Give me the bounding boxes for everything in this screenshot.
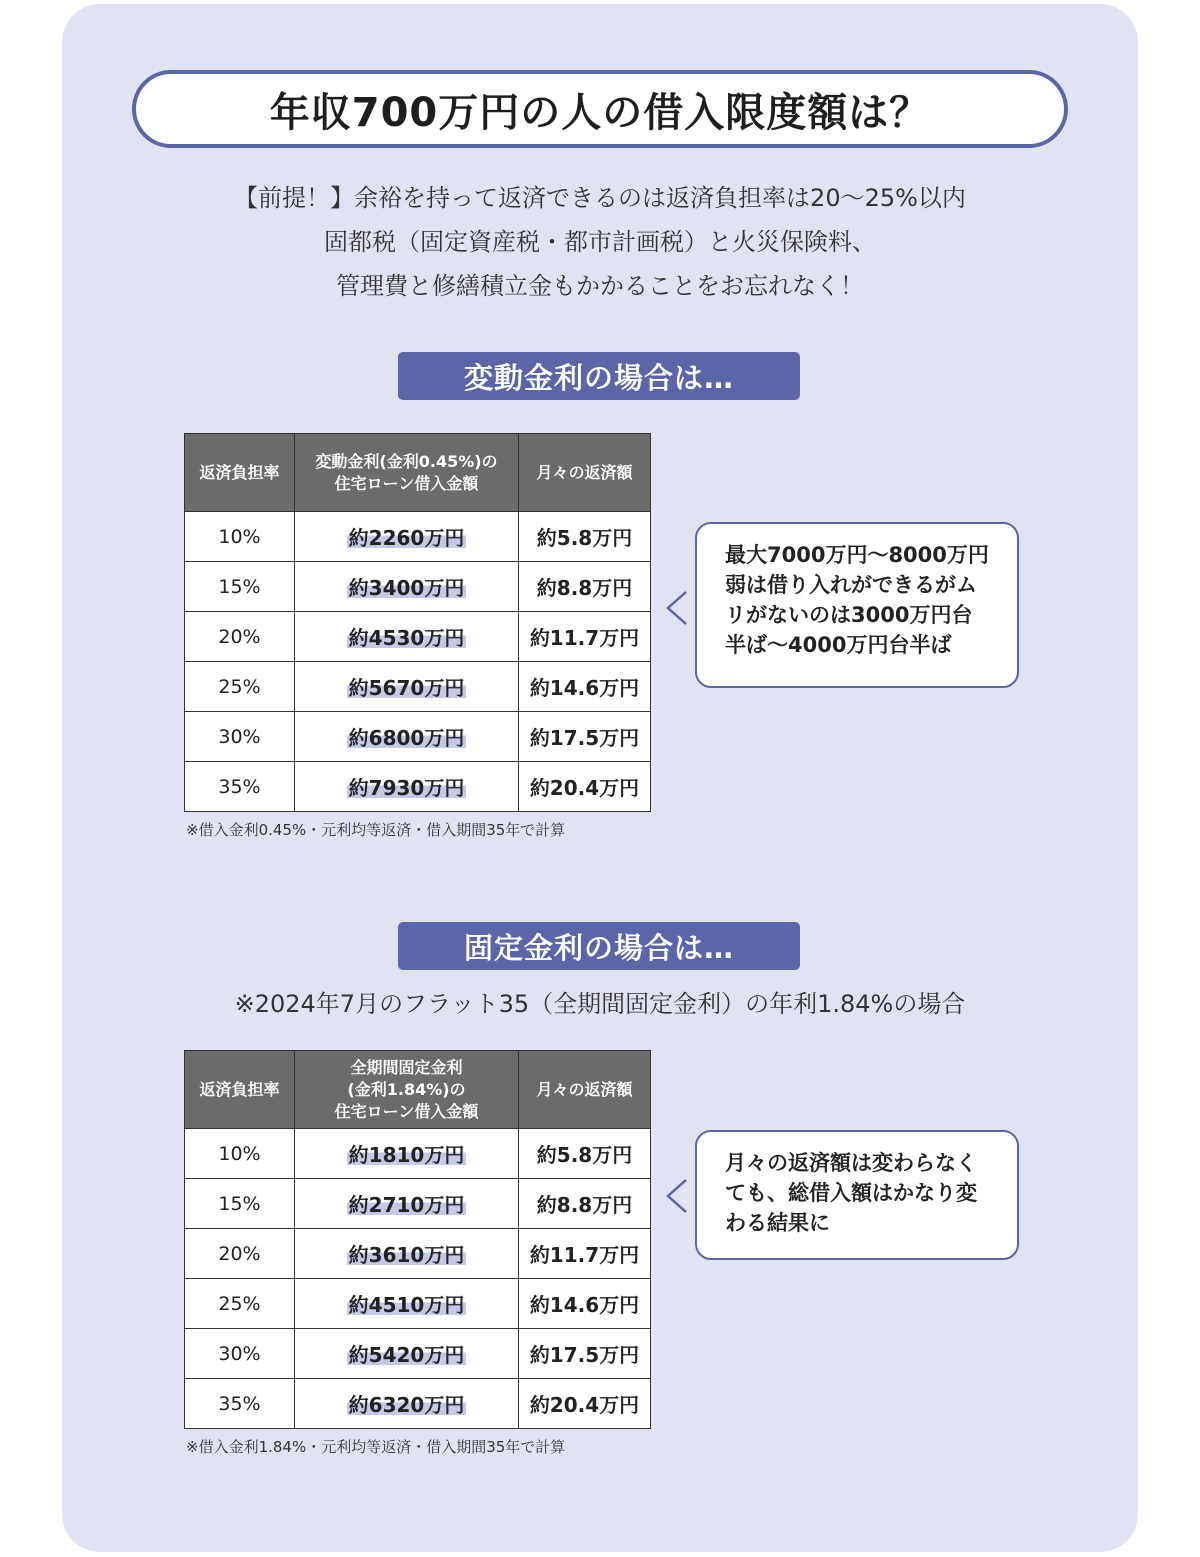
monthly-payment-cell: 約14.6万円 xyxy=(519,662,651,712)
variable-footnote: ※借入金利0.45%・元利均等返済・借入期間35年で計算 xyxy=(186,821,566,839)
variable-callout: 最大7000万円〜8000万円弱は借り入れができるがムリがないのは3000万円台半ば〜4000万円台半ば xyxy=(695,522,1019,688)
premise-text xyxy=(0,176,1200,308)
table-row xyxy=(185,512,651,562)
burden-ratio-cell: 25% xyxy=(185,662,295,712)
table-row xyxy=(185,662,651,712)
monthly-payment-cell: 約17.5万円 xyxy=(519,712,651,762)
loan-amount-value: 約6800万円 xyxy=(348,726,465,750)
loan-amount-cell xyxy=(295,1379,519,1429)
loan-amount-value: 約2260万円 xyxy=(348,526,465,550)
loan-amount-cell xyxy=(295,1179,519,1229)
table-row xyxy=(185,762,651,812)
chevron-left-icon xyxy=(664,1176,690,1216)
monthly-payment-cell: 約20.4万円 xyxy=(519,1379,651,1429)
header-monthly: 月々の返済額 xyxy=(519,434,651,512)
table-row xyxy=(185,1129,651,1179)
loan-amount-value: 約6320万円 xyxy=(348,1393,465,1417)
loan-amount-cell xyxy=(295,512,519,562)
loan-amount-cell xyxy=(295,712,519,762)
fixed-rate-heading: 固定金利の場合は… xyxy=(398,922,800,970)
variable-rate-table xyxy=(184,433,651,812)
chevron-left-icon xyxy=(664,588,690,628)
burden-ratio-cell: 20% xyxy=(185,1229,295,1279)
monthly-payment-cell: 約8.8万円 xyxy=(519,562,651,612)
burden-ratio-cell: 10% xyxy=(185,1129,295,1179)
loan-amount-value: 約4530万円 xyxy=(348,626,465,650)
table-row xyxy=(185,612,651,662)
table-row xyxy=(185,1329,651,1379)
loan-amount-value: 約7930万円 xyxy=(348,776,465,800)
table-row xyxy=(185,1379,651,1429)
loan-amount-cell xyxy=(295,762,519,812)
loan-amount-value: 約5420万円 xyxy=(348,1343,465,1367)
header-ratio: 返済負担率 xyxy=(185,434,295,512)
loan-amount-cell xyxy=(295,1129,519,1179)
loan-amount-value: 約3400万円 xyxy=(348,576,465,600)
burden-ratio-cell: 15% xyxy=(185,1179,295,1229)
burden-ratio-cell: 15% xyxy=(185,562,295,612)
loan-amount-cell xyxy=(295,1279,519,1329)
variable-rate-heading: 変動金利の場合は… xyxy=(398,352,800,400)
fixed-footnote: ※借入金利1.84%・元利均等返済・借入期間35年で計算 xyxy=(186,1438,566,1456)
loan-amount-value: 約4510万円 xyxy=(348,1293,465,1317)
monthly-payment-cell: 約5.8万円 xyxy=(519,1129,651,1179)
loan-amount-value: 約2710万円 xyxy=(348,1193,465,1217)
table-row xyxy=(185,1179,651,1229)
fixed-rate-subnote: ※2024年7月のフラット35（全期間固定金利）の年利1.84%の場合 xyxy=(234,990,966,1018)
header-ratio: 返済負担率 xyxy=(185,1051,295,1129)
burden-ratio-cell: 20% xyxy=(185,612,295,662)
premise-line: 管理費と修繕積立金もかかることをお忘れなく！ xyxy=(336,272,864,300)
header-loan-amount: 変動金利(金利0.45%)の 住宅ローン借入金額 xyxy=(295,434,519,512)
monthly-payment-cell: 約20.4万円 xyxy=(519,762,651,812)
premise-line: 固都税（固定資産税・都市計画税）と火災保険料、 xyxy=(324,228,876,256)
table-row xyxy=(185,1229,651,1279)
burden-ratio-cell: 10% xyxy=(185,512,295,562)
burden-ratio-cell: 25% xyxy=(185,1279,295,1329)
monthly-payment-cell: 約11.7万円 xyxy=(519,1229,651,1279)
loan-amount-cell xyxy=(295,612,519,662)
burden-ratio-cell: 30% xyxy=(185,712,295,762)
fixed-callout: 月々の返済額は変わらなくても、総借入額はかなり変わる結果に xyxy=(695,1130,1019,1260)
premise-line: 【前提！】余裕を持って返済できるのは返済負担率は20〜25%以内 xyxy=(234,184,966,212)
loan-amount-value: 約5670万円 xyxy=(348,676,465,700)
table-row xyxy=(185,1279,651,1329)
fixed-rate-table xyxy=(184,1050,651,1429)
header-monthly: 月々の返済額 xyxy=(519,1051,651,1129)
burden-ratio-cell: 35% xyxy=(185,762,295,812)
monthly-payment-cell: 約8.8万円 xyxy=(519,1179,651,1229)
loan-amount-cell xyxy=(295,1229,519,1279)
monthly-payment-cell: 約17.5万円 xyxy=(519,1329,651,1379)
loan-amount-cell xyxy=(295,662,519,712)
header-loan-amount: 全期間固定金利 (金利1.84%)の 住宅ローン借入金額 xyxy=(295,1051,519,1129)
monthly-payment-cell: 約14.6万円 xyxy=(519,1279,651,1329)
loan-amount-value: 約1810万円 xyxy=(348,1143,465,1167)
loan-amount-cell xyxy=(295,562,519,612)
monthly-payment-cell: 約5.8万円 xyxy=(519,512,651,562)
monthly-payment-cell: 約11.7万円 xyxy=(519,612,651,662)
table-row xyxy=(185,562,651,612)
page-title: 年収700万円の人の借入限度額は？ xyxy=(132,70,1068,148)
loan-amount-cell xyxy=(295,1329,519,1379)
burden-ratio-cell: 35% xyxy=(185,1379,295,1429)
loan-amount-value: 約3610万円 xyxy=(348,1243,465,1267)
burden-ratio-cell: 30% xyxy=(185,1329,295,1379)
table-row xyxy=(185,712,651,762)
